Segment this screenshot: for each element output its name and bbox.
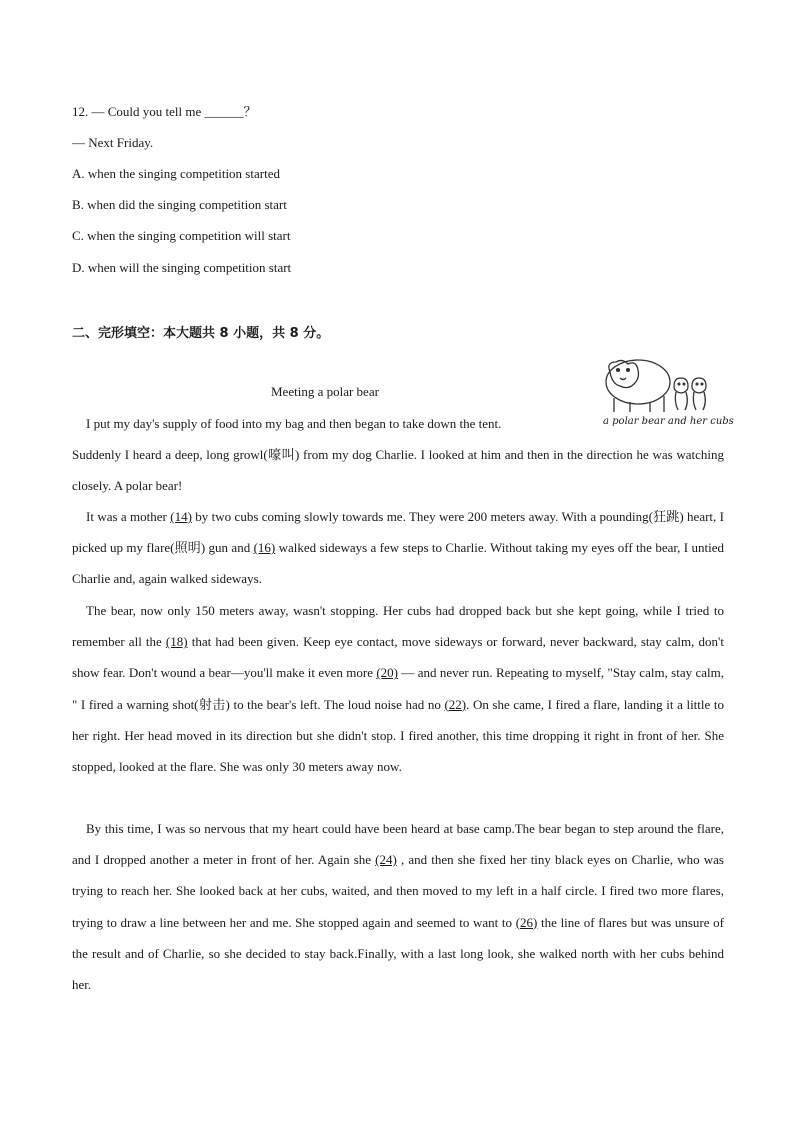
blank-16[interactable]: (16) <box>253 540 276 556</box>
paragraph-1-line-1: I put my day's supply of food into my bag and then began to take down the tent. <box>86 416 502 431</box>
blank-18[interactable]: (18) <box>165 634 188 650</box>
blank-20[interactable]: (20) <box>376 665 398 681</box>
option-c: C. when the singing competition will start <box>72 228 291 243</box>
option-b: B. when did the singing competition start <box>72 197 287 212</box>
figure-caption: a polar bear and her cubs <box>603 416 734 427</box>
blank-14[interactable]: (14) <box>170 509 192 524</box>
blank-22[interactable]: (22) <box>444 696 467 712</box>
paragraph-4: By this time, I was so nervous that my heart could have been heard at base camp.The bear began to step around the flare, and I dropped another a meter in front of her. Again she (24) , and then she fixed her tiny black eyes on Charlie, who was trying to reach her. She looked back at her cubs, waited, and then moved to my left in a half circle. I fired two more flares, trying to draw a line between her and me. She stopped again and seemed to want to (26) the line of flares but was unsure of the result and of Charlie, so she decided to stay back.Finally, with a last long look, she walked north with her cubs behind her. <box>72 821 725 993</box>
section-heading: 二、完形填空：本大题共 8 小题，共 8 分。 <box>72 326 330 341</box>
paragraph-1-rest: Suddenly I heard a deep, long growl(嚎叫) from my dog Charlie. I looked at him and then in the direction he was watching closely. A polar bear! <box>72 447 724 494</box>
question-12-answer: — Next Friday. <box>72 135 154 150</box>
passage-title: Meeting a polar bear <box>271 384 379 399</box>
paragraph-3: The bear, now only 150 meters away, wasn't stopping. Her cubs had dropped back but she kept going, while I tried to remember all the (18) that had been given. Keep eye contact, move sideways or forward, never backward, stay calm, don't show fear. Don't wound a bear—you'll make it even more (20) — and never run. Repeating to myself, "Stay calm, stay calm, " I fired a warning shot(射击) to the bear's left. The loud noise had no (22). On she came, I fired a flare, landing it a little to her right. Her head moved in its direction but she didn't stop. I fired another, this time dropping it right in front of her. She stopped, looked at the flare. She was only 30 meters away now. <box>72 603 724 775</box>
option-d: D. when will the singing competition start <box>72 260 292 275</box>
option-a: A. when the singing competition started <box>72 166 280 181</box>
question-12-stem: 12. — Could you tell me ______？ <box>72 104 257 119</box>
paragraph-2: It was a mother (14) by two cubs coming slowly towards me. They were 200 meters away. With a pounding(狂跳) heart, I picked up my flare(照明) gun and (16) walked sideways a few steps to Charlie. Without taking my eyes off the bear, I untied Charlie and, again walked sideways. <box>72 509 724 587</box>
blank-26[interactable]: (26) <box>515 914 538 930</box>
blank-24[interactable]: (24) <box>375 852 397 868</box>
